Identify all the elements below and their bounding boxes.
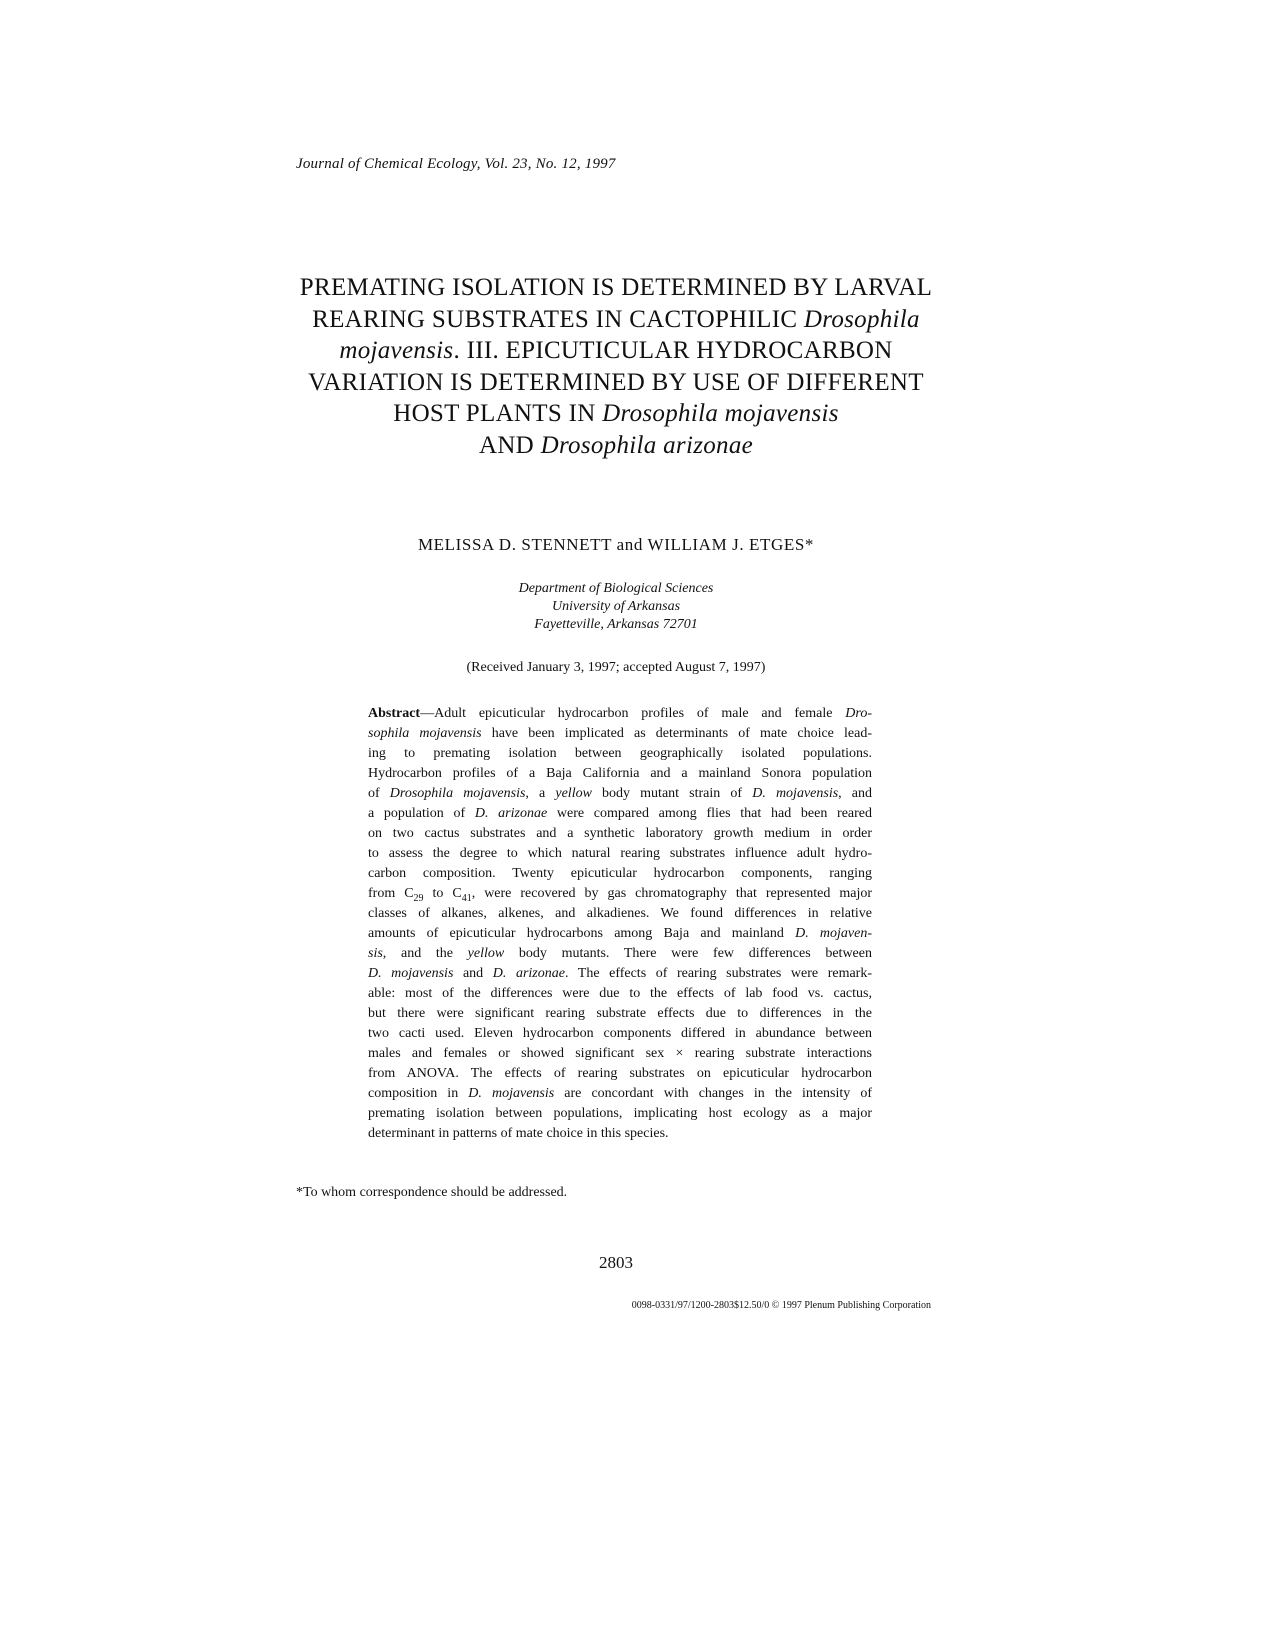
- abstract-italic: sis: [368, 946, 383, 961]
- abstract-text: were compared among flies that had been reared: [547, 806, 872, 821]
- abstract-italic: Drosophila mojavensis: [389, 786, 526, 801]
- abstract-italic: D. mojavensis: [468, 1086, 555, 1101]
- abstract-text: of: [368, 786, 390, 801]
- title-italic: mojavensis: [339, 337, 454, 364]
- abstract-italic: D. arizonae: [492, 966, 565, 981]
- title-text: HOST PLANTS IN: [393, 400, 603, 427]
- abstract-line: on two cactus substrates and a synthetic laboratory growth medium in order: [368, 826, 872, 841]
- subscript: 41: [461, 892, 472, 904]
- article-title: [280, 272, 952, 461]
- abstract-italic: Dro-: [845, 706, 872, 721]
- abstract-text: have been implicated as determinants of mate choice lead-: [481, 726, 872, 741]
- abstract-text: and: [453, 966, 493, 981]
- abstract-line: ing to premating isolation between geographically isolated populations.: [368, 746, 872, 761]
- abstract-italic: D. mojavensis: [752, 786, 839, 801]
- abstract-text: to C: [423, 886, 462, 901]
- abstract-line: [368, 704, 872, 724]
- abstract-text: amounts of epicuticular hydrocarbons among Baja and mainland: [368, 926, 796, 941]
- author-list: MELISSA D. STENNETT and WILLIAM J. ETGES*: [417, 535, 815, 554]
- subscript: 29: [413, 892, 424, 904]
- abstract-line: [368, 924, 872, 944]
- abstract-italic: yellow: [467, 946, 505, 961]
- abstract-text: body mutants. There were few differences between: [504, 946, 872, 961]
- affiliation: [280, 580, 952, 634]
- abstract-line: classes of alkanes, alkenes, and alkadienes. We found differences in relative: [368, 906, 872, 921]
- abstract-text: body mutant strain of: [591, 786, 753, 801]
- title-italic: Drosophila arizonae: [540, 431, 754, 459]
- abstract-text: , were recovered by gas chromatography that represented major: [471, 886, 872, 901]
- abstract-italic: D. mojavensis: [368, 966, 454, 981]
- title-text: REARING SUBSTRATES IN CACTOPHILIC: [312, 305, 804, 333]
- abstract-text: , a: [525, 786, 556, 801]
- abstract-line: but there were significant rearing substrate effects due to differences in the: [368, 1006, 872, 1021]
- title-italic: Drosophila mojavensis: [602, 400, 839, 427]
- abstract-line: carbon composition. Twenty epicuticular hydrocarbon components, ranging: [368, 866, 872, 881]
- abstract-text: from C: [368, 886, 414, 901]
- abstract-line: to assess the degree to which natural rearing substrates influence adult hydro-: [368, 846, 872, 861]
- journal-header: Journal of Chemical Ecology, Vol. 23, No. 12, 1997: [296, 156, 616, 172]
- abstract-text: —Adult epicuticular hydrocarbon profiles of male and female: [420, 706, 846, 721]
- title-text: AND: [478, 431, 541, 459]
- title-line-6: [280, 430, 952, 462]
- abstract-text: , and: [838, 786, 872, 801]
- abstract-italic: yellow: [555, 786, 592, 801]
- abstract-line: males and females or showed significant sex × rearing substrate interactions: [368, 1046, 872, 1061]
- title-italic: Drosophila: [803, 305, 920, 333]
- abstract-italic: D. arizonae: [474, 806, 548, 821]
- abstract-text: a population of: [368, 806, 475, 821]
- abstract-line: [368, 944, 872, 964]
- correspondence-footnote: *To whom correspondence should be addressed.: [296, 1185, 568, 1200]
- abstract-line: [368, 804, 872, 824]
- affiliation-department: Department of Biological Sciences: [518, 581, 714, 596]
- title-line-4: VARIATION IS DETERMINED BY USE OF DIFFERENT: [308, 368, 924, 396]
- affiliation-city: Fayetteville, Arkansas 72701: [534, 617, 698, 632]
- abstract: [368, 704, 872, 1144]
- title-line-2: [280, 304, 952, 336]
- abstract-line: able: most of the differences were due to the effects of lab food vs. cactus,: [368, 986, 872, 1001]
- abstract-line: [368, 964, 872, 984]
- title-line-5: [280, 398, 952, 430]
- page-number: 2803: [599, 1253, 633, 1272]
- abstract-label: Abstract: [368, 706, 421, 721]
- title-text: . III. EPICUTICULAR HYDROCARBON: [453, 337, 893, 364]
- abstract-line: [368, 784, 872, 804]
- abstract-text: composition in: [368, 1086, 469, 1101]
- abstract-italic: sophila mojavensis: [368, 726, 482, 741]
- abstract-line: premating isolation between populations, implicating host ecology as a major: [368, 1106, 872, 1121]
- abstract-line: two cacti used. Eleven hydrocarbon components differed in abundance between: [368, 1026, 872, 1041]
- abstract-text: . The effects of rearing substrates were remark-: [564, 966, 873, 981]
- abstract-text: are concordant with changes in the intensity of: [554, 1086, 873, 1101]
- received-dates: (Received January 3, 1997; accepted August 7, 1997): [466, 660, 766, 675]
- abstract-text: , and the: [382, 946, 468, 961]
- affiliation-university: University of Arkansas: [551, 599, 681, 614]
- abstract-line: from ANOVA. The effects of rearing substrates on epicuticular hydrocarbon: [368, 1066, 872, 1081]
- abstract-line: [368, 1084, 872, 1104]
- copyright-line: 0098-0331/97/1200-2803$12.50/0 © 1997 Plenum Publishing Corporation: [631, 1300, 931, 1311]
- abstract-italic: D. mojaven-: [795, 926, 872, 941]
- abstract-line: Hydrocarbon profiles of a Baja California and a mainland Sonora population: [368, 766, 872, 781]
- abstract-line: [368, 884, 872, 904]
- abstract-line: [368, 724, 872, 744]
- abstract-line: determinant in patterns of mate choice in this species.: [368, 1126, 669, 1141]
- title-line-3: [280, 335, 952, 367]
- title-line-1: PREMATING ISOLATION IS DETERMINED BY LARVAL: [299, 274, 933, 301]
